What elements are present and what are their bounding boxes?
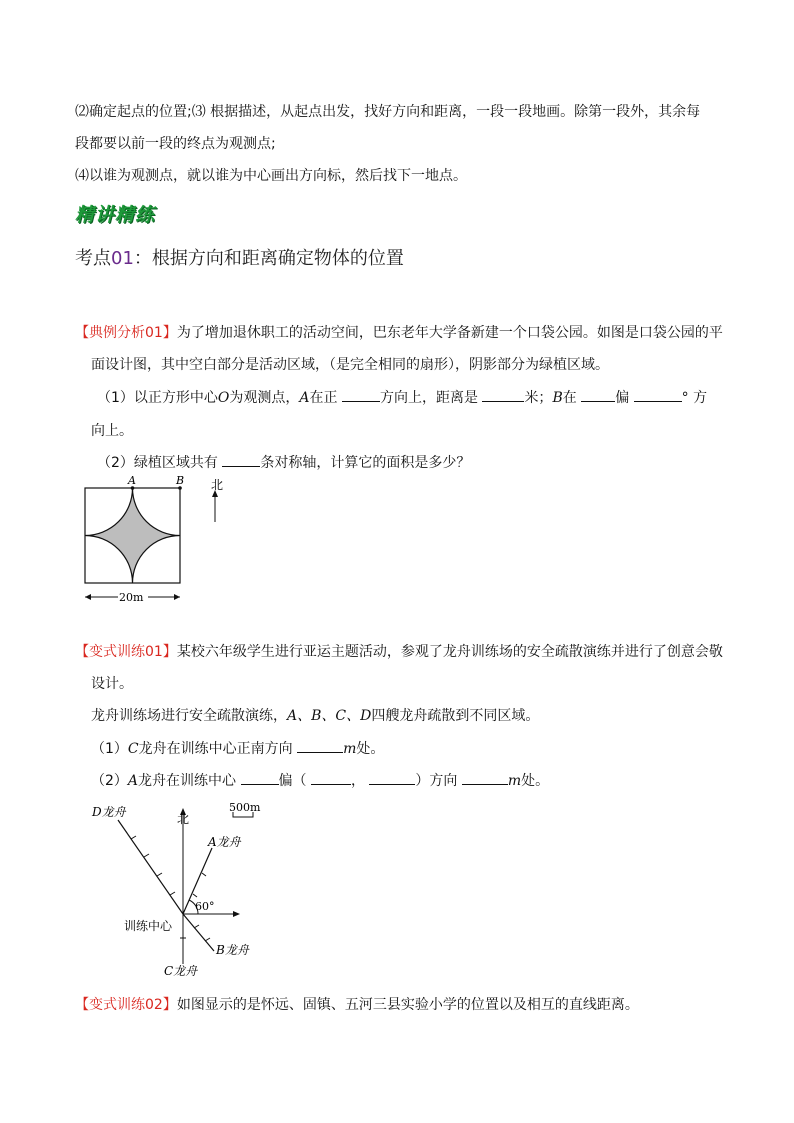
example-q1 [97,387,707,408]
q1-text-e: 米； [524,390,553,406]
center-label: 训练中心 [124,919,173,933]
q1-point-o: O [217,390,230,406]
q2-text-b: 条对称轴，计算它的面积是多少？ [260,455,471,471]
scale-label: 500m [229,801,261,814]
degree-sign: ° [681,390,689,406]
q1-text-f: 在 [562,390,577,406]
boat-d-label: D龙舟 [92,805,126,819]
q1-text-d: 方向上，距离是 [379,390,478,406]
training2-line-1 [75,995,639,1015]
training2-tag-close: 】 [162,997,177,1013]
training1-text-3c: 四艘龙舟疏散到不同区域。 [371,708,540,724]
example-q2 [97,452,470,473]
topic-heading [75,244,404,270]
training1-text-3a: 龙舟训练场进行安全疏散演练， [91,708,287,724]
training1-q1 [91,738,384,759]
example-tag: 典例分析01 [89,325,163,341]
section-heading: 精讲精练 [75,204,156,226]
topic-title: ：根据方向和距离确定物体的位置 [133,248,404,269]
training1-line-1 [75,642,723,662]
training1-q2 [91,770,549,791]
answer-blank[interactable] [369,770,415,785]
boat-c-label: C龙舟 [164,964,198,978]
t1q2-unit: m [507,773,522,789]
dimension-arrow-right [174,594,180,600]
t1q1-unit: m [343,741,357,757]
answer-blank[interactable] [222,452,260,467]
boat-b-line [183,914,214,951]
example-line-2: 面设计图，其中空白部分是活动区域，（是完全相同的扇形），阴影部分为绿植区域。 [91,357,609,373]
training1-line-2: 设计。 [91,676,133,692]
example-line-1 [75,323,723,343]
topic-prefix: 考点 [75,248,111,269]
intro-line-3: ⑷以谁为观测点，就以谁为中心画出方向标，然后找下一地点。 [75,168,467,184]
training1-tag: 变式训练01 [89,644,163,660]
answer-blank[interactable] [581,387,615,402]
training2-tag: 变式训练02 [89,997,163,1013]
t1q2-text-d: ）方向 [415,773,458,789]
q1-point-b: B [552,390,563,406]
t1q1-text-a: （1） [91,741,128,757]
angle-label: 60° [195,900,215,913]
boat-d-line [118,820,183,914]
label-a: A [128,474,136,487]
answer-blank[interactable] [297,738,343,753]
intro-line-2: 段都要以前一段的终点为观测点; [75,136,276,152]
t1q2-comma: ， [350,773,365,789]
q1-text-g: 偏 [615,390,630,406]
answer-blank[interactable] [482,387,524,402]
answer-blank[interactable] [342,387,380,402]
t1q1-text-b: 龙舟在训练中心正南方向 [138,741,293,757]
label-b: B [176,474,185,487]
answer-blank[interactable] [311,770,351,785]
q1-text-c: 在正 [309,390,338,406]
t1q2-text-c: 偏（ [278,773,307,789]
t1q1-text-c: 处。 [356,741,385,757]
answer-blank[interactable] [634,387,682,402]
training1-tag-open: 【 [75,644,89,660]
t1q2-text-e: 处。 [521,773,550,789]
green-area [85,488,180,583]
training2-tag-open: 【 [75,997,89,1013]
example-tag-open: 【 [75,325,89,341]
t1q2-text-a: （2） [91,773,128,789]
boat-b-ticks [194,925,210,941]
example-q1-line-2: 向上。 [91,423,133,439]
training1-text-3b: A、B、C、D [287,708,372,724]
training1-text-1: 某校六年级学生进行亚运主题活动，参观了龙舟训练场的安全疏散演练并进行了创意会敬 [176,644,723,660]
example-tag-close: 】 [162,325,177,341]
dragon-boat-figure [88,796,288,980]
east-arrow-head [233,911,240,917]
north-label: 北 [211,478,224,492]
park-figure [80,474,240,608]
training2-text-1: 如图显示的是怀远、固镇、五河三县实验小学的位置以及相互的直线距离。 [176,997,639,1013]
width-label: 20m [119,591,144,604]
training1-tag-close: 】 [162,644,177,660]
q1-point-a: A [299,390,310,406]
example-text-1: 为了增加退休职工的活动空间，巴东老年大学备新建一个口袋公园。如图是口袋公园的平 [176,325,723,341]
answer-blank[interactable] [462,770,508,785]
q1-text-i: 方 [693,390,708,406]
boat-d-ticks [131,836,175,895]
q1-text-a: （1）以正方形中心 [97,390,218,406]
training1-line-3 [91,706,539,726]
boat-a-label: A龙舟 [208,835,241,849]
t1q2-point-a: A [127,773,139,789]
boat-b-label: B龙舟 [216,943,249,957]
q2-text-a: （2）绿植区域共有 [97,455,218,471]
t1q1-point-c: C [127,741,139,757]
q1-text-b: 为观测点， [229,390,300,406]
intro-line-1: ⑵确定起点的位置;⑶ 根据描述，从起点出发，找好方向和距离，一段一段地画。除第一段外，其余每 [75,104,701,120]
answer-blank[interactable] [241,770,279,785]
north-label: 北 [177,812,190,826]
t1q2-text-b: 龙舟在训练中心 [138,773,237,789]
topic-number: 01 [111,248,134,269]
dimension-arrow-left [85,594,91,600]
